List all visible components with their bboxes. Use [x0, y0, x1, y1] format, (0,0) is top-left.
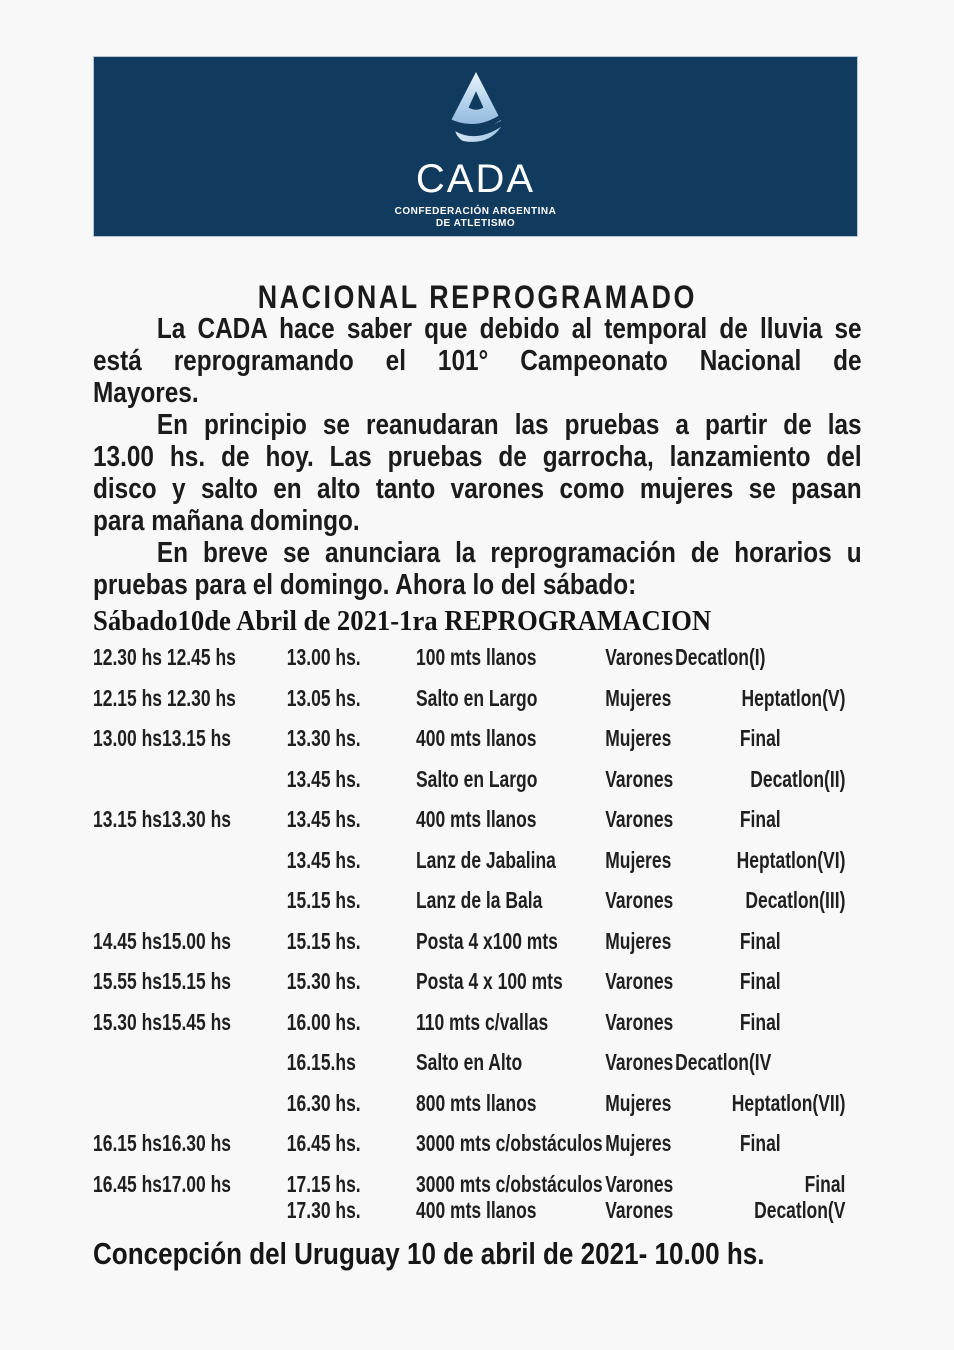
schedule-row	[93, 888, 857, 913]
new-time: 16.45 hs.	[286, 1130, 361, 1156]
cada-sail-wave-logo	[439, 61, 513, 157]
logo-acronym: CADA	[415, 157, 536, 201]
original-time-range	[93, 888, 287, 913]
gender: Varones	[605, 1170, 674, 1197]
event-name: 400 mts llanos	[416, 725, 537, 751]
new-time: 16.15.hs	[286, 1049, 356, 1075]
cada-banner	[93, 56, 858, 237]
schedule-row	[93, 645, 857, 670]
original-time-range: 13.15 hs13.30 hs	[93, 806, 231, 832]
schedule-row	[93, 1172, 857, 1197]
stage: Decatlon(II)	[750, 765, 846, 792]
new-time: 13.30 hs.	[286, 725, 361, 751]
paragraph-line: disco y salto en alto tanto varones como mujeres se pasan	[93, 473, 862, 505]
paragraph-line: En principio se reanudaran las pruebas a partir de las	[156, 409, 862, 441]
stage: Final	[739, 968, 781, 994]
schedule-row	[93, 767, 857, 792]
paragraph	[93, 409, 862, 537]
announcement-title: NACIONAL REPROGRAMADO	[257, 279, 697, 315]
stage: Decatlon(I)	[675, 644, 766, 670]
original-time-range: 16.15 hs16.30 hs	[93, 1130, 231, 1156]
gender: Mujeres	[605, 684, 672, 711]
new-time: 13.45 hs.	[286, 846, 361, 873]
new-time: 13.45 hs.	[286, 806, 361, 832]
schedule-row	[93, 1050, 857, 1075]
schedule-row	[93, 1131, 857, 1156]
original-time-range	[93, 1198, 287, 1223]
gender: Varones	[605, 806, 674, 832]
schedule-heading: Sábado10de Abril de 2021-1ra REPROGRAMACION	[93, 605, 712, 637]
gender: Mujeres	[605, 927, 672, 954]
stage: Final	[804, 1170, 846, 1197]
paragraph	[93, 313, 862, 409]
original-time-range	[93, 767, 287, 792]
event-name: Posta 4 x100 mts	[416, 927, 558, 954]
event-name: 3000 mts c/obstáculos	[416, 1130, 603, 1156]
stage: Heptatlon(VI)	[736, 846, 846, 873]
stage: Decatlon(IV	[675, 1049, 772, 1075]
schedule-row	[93, 1198, 857, 1223]
gender: Mujeres	[605, 846, 672, 873]
stage: Final	[739, 806, 781, 832]
stage: Final	[739, 725, 781, 751]
new-time: 16.00 hs.	[286, 1008, 361, 1035]
event-name: 100 mts llanos	[416, 644, 537, 670]
gender: Varones	[605, 644, 674, 670]
gender: Mujeres	[605, 1089, 672, 1116]
event-name: Posta 4 x 100 mts	[416, 968, 563, 994]
event-name: 3000 mts c/obstáculos	[416, 1170, 603, 1197]
new-time: 13.05 hs.	[286, 684, 361, 711]
new-time: 15.15 hs.	[286, 927, 361, 954]
original-time-range: 12.30 hs 12.45 hs	[93, 644, 236, 670]
original-time-range	[93, 1050, 287, 1075]
new-time: 15.15 hs.	[286, 887, 361, 913]
schedule-table	[93, 645, 857, 1223]
new-time: 13.45 hs.	[286, 765, 361, 792]
event-name: 400 mts llanos	[416, 1196, 537, 1223]
paragraph-line: para mañana domingo.	[93, 505, 360, 537]
gender: Mujeres	[605, 725, 672, 751]
schedule-row	[93, 848, 857, 873]
event-name: Lanz de Jabalina	[416, 846, 556, 873]
stage: Final	[739, 927, 781, 954]
logo-org-line2: DE ATLETISMO	[435, 217, 516, 229]
new-time: 17.30 hs.	[286, 1196, 361, 1223]
paragraph-line: Mayores.	[93, 377, 199, 409]
stage: Final	[739, 1130, 781, 1156]
footer-line: Concepción del Uruguay 10 de abril de 2021- 10.00 hs.	[93, 1236, 765, 1271]
gender: Varones	[605, 968, 674, 994]
stage: Heptatlon(VII)	[731, 1089, 846, 1116]
announcement-paragraphs	[93, 313, 862, 601]
schedule-row	[93, 1010, 857, 1035]
gender: Varones	[605, 887, 674, 913]
paragraph-line: está reprogramando el 101° Campeonato Nacional de	[93, 345, 862, 377]
gender: Mujeres	[605, 1130, 672, 1156]
gender: Varones	[605, 765, 674, 792]
announcement-body	[93, 281, 862, 601]
event-name: 400 mts llanos	[416, 806, 537, 832]
stage: Heptatlon(V)	[741, 684, 846, 711]
schedule-row	[93, 686, 857, 711]
original-time-range: 13.00 hs13.15 hs	[93, 725, 231, 751]
new-time: 15.30 hs.	[286, 968, 361, 994]
schedule-row	[93, 929, 857, 954]
schedule-row	[93, 807, 857, 832]
gender: Varones	[605, 1008, 674, 1035]
new-time: 16.30 hs.	[286, 1089, 361, 1116]
paragraph-line: 13.00 hs. de hoy. Las pruebas de garrocha, lanzamiento del	[93, 441, 862, 473]
gender: Varones	[605, 1049, 674, 1075]
stage: Decatlon(V	[754, 1196, 846, 1223]
paragraph-line: pruebas para el domingo. Ahora lo del sábado:	[93, 569, 637, 601]
event-name: 800 mts llanos	[416, 1089, 537, 1116]
event-name: Salto en Largo	[416, 684, 538, 711]
event-name: 110 mts c/vallas	[416, 1008, 549, 1035]
event-name: Salto en Largo	[416, 765, 538, 792]
schedule-row	[93, 969, 857, 994]
gender: Varones	[605, 1196, 674, 1223]
paragraph-line: La CADA hace saber que debido al temporal de lluvia se	[156, 313, 862, 345]
original-time-range: 12.15 hs 12.30 hs	[93, 684, 236, 711]
logo-org-line1: CONFEDERACIÓN ARGENTINA	[394, 206, 557, 217]
logo-org-name	[395, 206, 557, 229]
stage: Final	[739, 1008, 781, 1035]
schedule-row	[93, 726, 857, 751]
event-name: Lanz de la Bala	[416, 887, 543, 913]
original-time-range: 15.30 hs15.45 hs	[93, 1008, 231, 1035]
new-time: 13.00 hs.	[286, 644, 361, 670]
new-time: 17.15 hs.	[286, 1170, 361, 1197]
schedule-row	[93, 1091, 857, 1116]
paragraph-line: En breve se anunciara la reprogramación de horarios u	[156, 537, 862, 569]
paragraph	[93, 537, 862, 601]
stage: Decatlon(III)	[745, 887, 846, 913]
event-name: Salto en Alto	[416, 1049, 523, 1075]
original-time-range	[93, 848, 287, 873]
original-time-range	[93, 1091, 287, 1116]
original-time-range: 14.45 hs15.00 hs	[93, 927, 231, 954]
original-time-range: 16.45 hs17.00 hs	[93, 1170, 231, 1197]
original-time-range: 15.55 hs15.15 hs	[93, 968, 231, 994]
